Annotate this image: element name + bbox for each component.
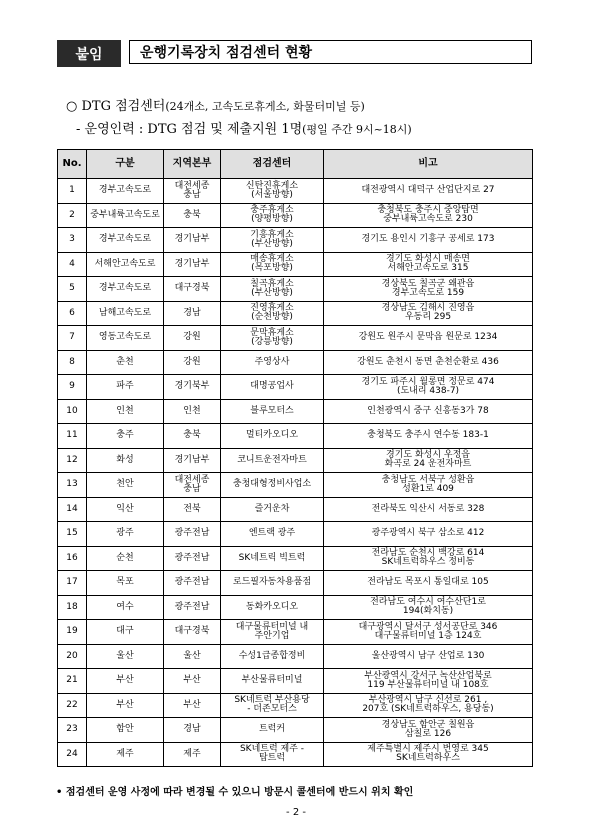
cell-center: 멀티카오디오: [221, 424, 324, 449]
cell-region: 부산: [164, 693, 221, 718]
cell-no: 5: [58, 277, 87, 302]
cell-region: 인천: [164, 399, 221, 424]
cell-no: 9: [58, 375, 87, 400]
cell-center: 동화카오디오: [221, 595, 324, 620]
col-header-note: 비고: [324, 150, 533, 179]
cell-no: 17: [58, 571, 87, 596]
col-header-center: 점검센터: [221, 150, 324, 179]
cell-category: 경부고속도로: [87, 228, 164, 253]
cell-center: 대구물류터미널 내 주안기업: [221, 620, 324, 645]
table-row: [58, 277, 533, 302]
table-row: [58, 620, 533, 645]
table-row: [58, 473, 533, 498]
cell-category: 익산: [87, 497, 164, 522]
table-body: [58, 179, 533, 767]
cell-category: 춘천: [87, 350, 164, 375]
cell-region: 울산: [164, 644, 221, 669]
cell-center: 즐거운차: [221, 497, 324, 522]
cell-category: 화성: [87, 448, 164, 473]
cell-center: 주영상사: [221, 350, 324, 375]
cell-note: 경기도 파주시 월롱면 정문로 474 (도내리 438-7): [324, 375, 533, 400]
cell-note: 부산광역시 강서구 녹산산업북로 119 부산물류터미널 내 108호: [324, 669, 533, 694]
cell-region: 대전세종 충남: [164, 179, 221, 204]
cell-note: 경기도 화성시 매송면 서해안고속도로 315: [324, 252, 533, 277]
table-row: [58, 571, 533, 596]
table-row: [58, 350, 533, 375]
cell-note: 전라남도 목포시 통일대로 105: [324, 571, 533, 596]
cell-category: 영동고속도로: [87, 326, 164, 351]
cell-category: 파주: [87, 375, 164, 400]
cell-region: 대구경북: [164, 620, 221, 645]
center-table: [57, 149, 533, 767]
cell-category: 중부내륙고속도로: [87, 203, 164, 228]
col-header-category: 구분: [87, 150, 164, 179]
cell-center: 트럭커: [221, 718, 324, 743]
cell-no: 2: [58, 203, 87, 228]
cell-no: 4: [58, 252, 87, 277]
cell-category: 순천: [87, 546, 164, 571]
cell-region: 경남: [164, 301, 221, 326]
col-header-no: No.: [58, 150, 87, 179]
cell-region: 충북: [164, 424, 221, 449]
cell-region: 대구경북: [164, 277, 221, 302]
cell-category: 함안: [87, 718, 164, 743]
cell-category: 목포: [87, 571, 164, 596]
cell-region: 경기남부: [164, 228, 221, 253]
col-header-region: 지역본부: [164, 150, 221, 179]
cell-no: 24: [58, 742, 87, 767]
cell-center: 기흥휴게소 (부산방향): [221, 228, 324, 253]
cell-center: 충청대형정비사업소: [221, 473, 324, 498]
cell-category: 제주: [87, 742, 164, 767]
page-header: [57, 40, 532, 67]
cell-center: 부산물류터미널: [221, 669, 324, 694]
cell-region: 전북: [164, 497, 221, 522]
cell-center: 수성1급종합정비: [221, 644, 324, 669]
cell-note: 강원도 원주시 문막읍 원문로 1234: [324, 326, 533, 351]
cell-no: 16: [58, 546, 87, 571]
staff-main: - 운영인력 : DTG 점검 및 제출지원 1명: [76, 122, 303, 137]
table-row: [58, 448, 533, 473]
table-row: [58, 399, 533, 424]
intro-main: DTG 점검센터: [81, 99, 166, 114]
cell-no: 11: [58, 424, 87, 449]
cell-center: 대명공업사: [221, 375, 324, 400]
cell-region: 강원: [164, 326, 221, 351]
cell-no: 22: [58, 693, 87, 718]
intro-line-2: [76, 118, 412, 137]
cell-region: 제주: [164, 742, 221, 767]
cell-region: 경기북부: [164, 375, 221, 400]
page-title: 운행기록장치 점검센터 현황: [129, 40, 532, 64]
cell-center: SK네트럭 부산용당 - 더존모터스: [221, 693, 324, 718]
cell-no: 23: [58, 718, 87, 743]
table-row: [58, 669, 533, 694]
cell-center: 블루모터스: [221, 399, 324, 424]
cell-center: 코니트운전자마트: [221, 448, 324, 473]
table-row: [58, 718, 533, 743]
intro-line-1: [66, 95, 365, 114]
cell-no: 7: [58, 326, 87, 351]
cell-category: 남해고속도로: [87, 301, 164, 326]
table-row: [58, 326, 533, 351]
cell-note: 대구광역시 달서구 성서공단로 346 대구물류터미널 1층 124호: [324, 620, 533, 645]
cell-region: 광주전남: [164, 522, 221, 547]
table-row: [58, 497, 533, 522]
cell-category: 천안: [87, 473, 164, 498]
cell-note: 전라남도 순천시 백강로 614 SK네트럭하우스 정비동: [324, 546, 533, 571]
cell-center: 문막휴게소 (강릉방향): [221, 326, 324, 351]
table-row: [58, 203, 533, 228]
cell-note: 경상북도 칠곡군 왜관읍 경부고속도로 159: [324, 277, 533, 302]
cell-center: 로드필자동차용품점: [221, 571, 324, 596]
cell-category: 인천: [87, 399, 164, 424]
cell-center: SK네트릭 빅트럭: [221, 546, 324, 571]
cell-region: 대전세종 충남: [164, 473, 221, 498]
cell-category: 충주: [87, 424, 164, 449]
cell-note: 대전광역시 대덕구 산업단지로 27: [324, 179, 533, 204]
attachment-badge: 붙임: [57, 40, 121, 67]
cell-center: 칠곡휴게소 (부산방향): [221, 277, 324, 302]
page-number: - 2 -: [286, 807, 306, 818]
table-row: [58, 522, 533, 547]
table-row: [58, 424, 533, 449]
cell-category: 여수: [87, 595, 164, 620]
table-row: [58, 301, 533, 326]
cell-no: 15: [58, 522, 87, 547]
cell-region: 부산: [164, 669, 221, 694]
table-row: [58, 375, 533, 400]
cell-note: 광주광역시 북구 삼소로 412: [324, 522, 533, 547]
cell-category: 부산: [87, 669, 164, 694]
cell-region: 경기남부: [164, 252, 221, 277]
cell-region: 충북: [164, 203, 221, 228]
cell-no: 14: [58, 497, 87, 522]
staff-detail: (평일 주간 9시~18시): [302, 123, 412, 136]
cell-note: 충청북도 충주시 연수동 183-1: [324, 424, 533, 449]
cell-note: 제주특별시 제주시 번영로 345 SK네트럭하우스: [324, 742, 533, 767]
cell-center: 진영휴게소 (순천방향): [221, 301, 324, 326]
cell-no: 20: [58, 644, 87, 669]
cell-region: 강원: [164, 350, 221, 375]
table-row: [58, 693, 533, 718]
cell-note: 인천광역시 중구 신흥동3가 78: [324, 399, 533, 424]
cell-note: 충청남도 서북구 성환읍 성환1로 409: [324, 473, 533, 498]
table-header-row: [58, 150, 533, 179]
footer-note: • 점검센터 운영 사정에 따라 변경될 수 있으니 방문시 콜센터에 반드시 위치 확인: [56, 787, 414, 798]
cell-note: 강원도 춘천시 동면 춘천순환로 436: [324, 350, 533, 375]
cell-region: 광주전남: [164, 595, 221, 620]
cell-category: 경부고속도로: [87, 277, 164, 302]
cell-no: 19: [58, 620, 87, 645]
cell-center: 엔트랙 광주: [221, 522, 324, 547]
cell-region: 경남: [164, 718, 221, 743]
cell-no: 3: [58, 228, 87, 253]
cell-note: 충청북도 충주시 중앙탑면 중부내륙고속도로 230: [324, 203, 533, 228]
cell-no: 10: [58, 399, 87, 424]
table-row: [58, 228, 533, 253]
cell-note: 전라남도 여수시 여수산단1로 194(화치동): [324, 595, 533, 620]
cell-no: 8: [58, 350, 87, 375]
cell-note: 경기도 용인시 기흥구 공세로 173: [324, 228, 533, 253]
cell-no: 1: [58, 179, 87, 204]
cell-no: 12: [58, 448, 87, 473]
table-row: [58, 546, 533, 571]
cell-category: 경부고속도로: [87, 179, 164, 204]
table-row: [58, 252, 533, 277]
cell-no: 6: [58, 301, 87, 326]
cell-center: SK네트럭 제주 - 탑트럭: [221, 742, 324, 767]
cell-region: 경기남부: [164, 448, 221, 473]
cell-note: 부산광역시 남구 신선로 261 , 207호 (SK네트럭하우스, 용당동): [324, 693, 533, 718]
cell-region: 광주전남: [164, 571, 221, 596]
cell-note: 경상남도 김해시 진영읍 우동리 295: [324, 301, 533, 326]
cell-category: 광주: [87, 522, 164, 547]
cell-note: 경기도 화성시 우정읍 화곡로 24 운전자마트: [324, 448, 533, 473]
intro-detail: (24개소, 고속도로휴게소, 화물터미널 등): [165, 100, 365, 113]
cell-category: 서해안고속도로: [87, 252, 164, 277]
cell-note: 경상남도 함안군 칠원읍 삼칠로 126: [324, 718, 533, 743]
cell-note: 전라북도 익산시 서동로 328: [324, 497, 533, 522]
cell-center: 충주휴게소 (양평방향): [221, 203, 324, 228]
bullet-circle: ○: [66, 99, 78, 114]
cell-no: 21: [58, 669, 87, 694]
cell-note: 울산광역시 남구 산업로 130: [324, 644, 533, 669]
cell-category: 울산: [87, 644, 164, 669]
cell-category: 부산: [87, 693, 164, 718]
table-row: [58, 595, 533, 620]
cell-no: 18: [58, 595, 87, 620]
cell-no: 13: [58, 473, 87, 498]
table-row: [58, 644, 533, 669]
table-row: [58, 742, 533, 767]
table-row: [58, 179, 533, 204]
cell-category: 대구: [87, 620, 164, 645]
cell-region: 광주전남: [164, 546, 221, 571]
cell-center: 신탄진휴게소 (서울방향): [221, 179, 324, 204]
cell-center: 매송휴게소 (목포방향): [221, 252, 324, 277]
